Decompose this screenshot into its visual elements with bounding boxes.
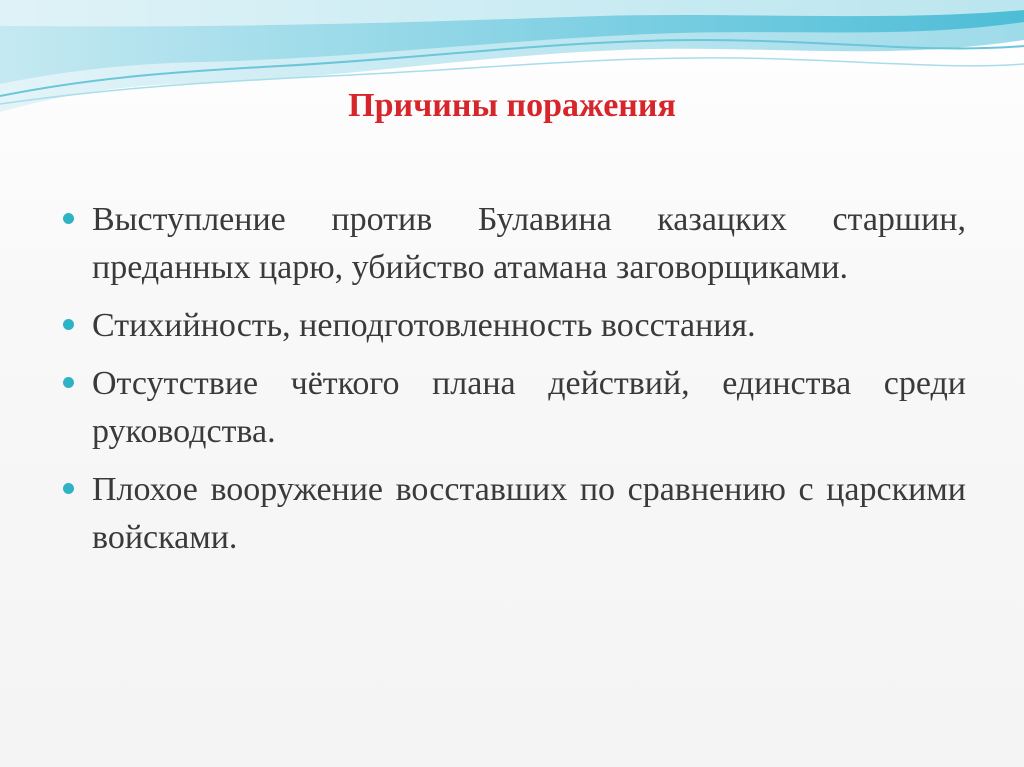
list-item — [60, 360, 966, 456]
bullet-text: Плохое вооружение восставших по сравнению с царскими войсками. — [92, 471, 966, 556]
bullet-list — [60, 196, 966, 572]
bullet-text: Выступление против Булавина казацких старшин, преданных царю, убийство атамана заговорщиками. — [92, 201, 966, 286]
bullet-dot-icon — [63, 319, 74, 330]
bullet-text: Отсутствие чёткого плана действий, единства среди руководства. — [92, 365, 966, 450]
list-item — [60, 196, 966, 292]
list-item — [60, 466, 966, 562]
bullet-dot-icon — [63, 377, 74, 388]
bullet-dot-icon — [63, 213, 74, 224]
bullet-dot-icon — [63, 483, 74, 494]
slide-title: Причины поражения — [348, 87, 676, 124]
bullet-text: Стихийность, неподготовленность восстания. — [92, 307, 756, 344]
list-item — [60, 302, 966, 350]
